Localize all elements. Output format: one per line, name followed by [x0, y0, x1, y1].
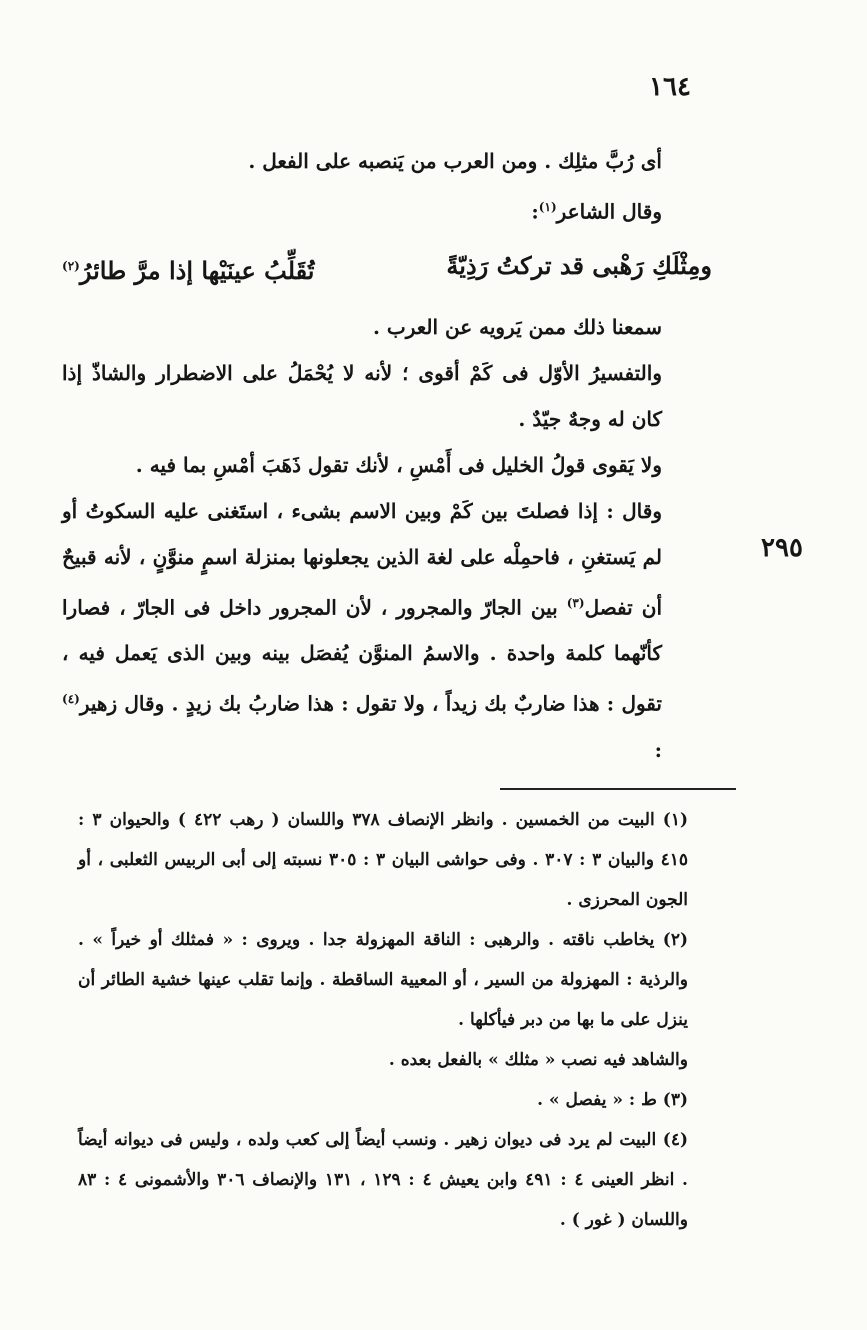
text-span: وقال الشاعر: [556, 199, 662, 224]
text-span: :: [531, 199, 539, 224]
footnotes: [78, 800, 718, 1240]
footnote-ref: (٤): [62, 692, 80, 707]
verse: [62, 243, 712, 294]
footnote-ref: (١): [538, 200, 557, 214]
paragraph: [62, 488, 712, 773]
footnote: (٤) البيت لم يرد فى ديوان زهير . ونسب أيضاً إلى كعب ولده ، وليس فى ديوانه أيضاً . انظر العينى ٤ : ٤٩١ وابن يعيش ٤ : ١٢٩ ، ١٣١ والإنصاف ٣٠٦ والأشمونى ٤ : ٨٣ واللسان ( غور ) .: [78, 1130, 688, 1230]
text-line: أى رُبَّ مثلِك . ومن العرب من يَنصبه على الفعل .: [248, 149, 662, 173]
verse-first-hemistich: ومِثْلَكِ رَهْبى قد تركتُ رَذِيّةً: [446, 250, 712, 280]
footnote-ref: (٣): [566, 595, 585, 610]
footnote: (٣) ط : « يفصل » .: [537, 1090, 688, 1110]
margin-number: ٢٩٥: [761, 533, 803, 563]
verse-second-hemistich: تُقَلِّبُ عينَيْها إذا مرَّ طائرُ: [79, 255, 315, 285]
text-span: وقال : إذا فصلتَ بين كَمْ وبين الاسم بشىء ، استَغنى عليه السكوتُ أو لم يَستغنِ ، فاحمِلْه على لغة الذين يجعلونها بمنزلة اسمٍ منوَّنٍ ، لأنه قبيحٌ أن تفصل: [62, 498, 663, 620]
footnote: (٢) يخاطب ناقته . والرهبى : الناقة المهزولة جدا . ويروى : « فمثلك أو خيراً » . والرذية : المهزولة من السير ، أو المعيية الساقطة . وإنما تقلب عينها خشية الطائر أن ينزل على ما بها من دبر فيأكلها .: [78, 930, 688, 1030]
paragraph: ولا يَقوى قولُ الخليل فى أَمْسِ ، لأنك تقول ذَهَبَ أمْسِ بما فيه .: [135, 452, 662, 477]
footnote-ref: (٢): [62, 258, 80, 273]
paragraph: والتفسيرُ الأوّل فى كَمْ أقوى ؛ لأنه لا يُحْمَلُ على الاضطرار والشاذّ إذا كان له وجهٌ جيّدٌ .: [62, 360, 662, 431]
footnote: والشاهد فيه نصب « مثلك » بالفعل بعده .: [388, 1050, 688, 1070]
page-number: ١٦٤: [649, 72, 691, 102]
text-span: :: [654, 737, 662, 762]
poet-intro: [62, 184, 712, 235]
footnote-divider: [500, 788, 736, 790]
verse-second-hemistich-wrap: [62, 243, 314, 294]
main-text: [62, 138, 712, 773]
footnote: (١) البيت من الخمسين . وانظر الإنصاف ٣٧٨ واللسان ( رهب ٤٢٢ ) والحيوان ٣ : ٤١٥ والبيان ٣ : ٣٠٧ . وفى حواشى البيان ٣ : ٣٠٥ نسبته إلى أبى الربيس الثعلبى ، أو الجون المحرزى .: [78, 810, 689, 910]
text-span: بين الجارّ والمجرور ، لأن المجرور داخل فى الجارّ ، فصارا كأنّهما كلمة واحدة . والاسمُ المنوَّن يُفصَل بينه وبين الذى يَعمل فيه ، تقول : هذا ضاربٌ بك زيداً ، ولا تقول : هذا ضاربُ بك زيدٍ . وقال زهير: [62, 595, 662, 716]
text-line: سمعنا ذلك ممن يَرويه عن العرب .: [372, 314, 662, 339]
